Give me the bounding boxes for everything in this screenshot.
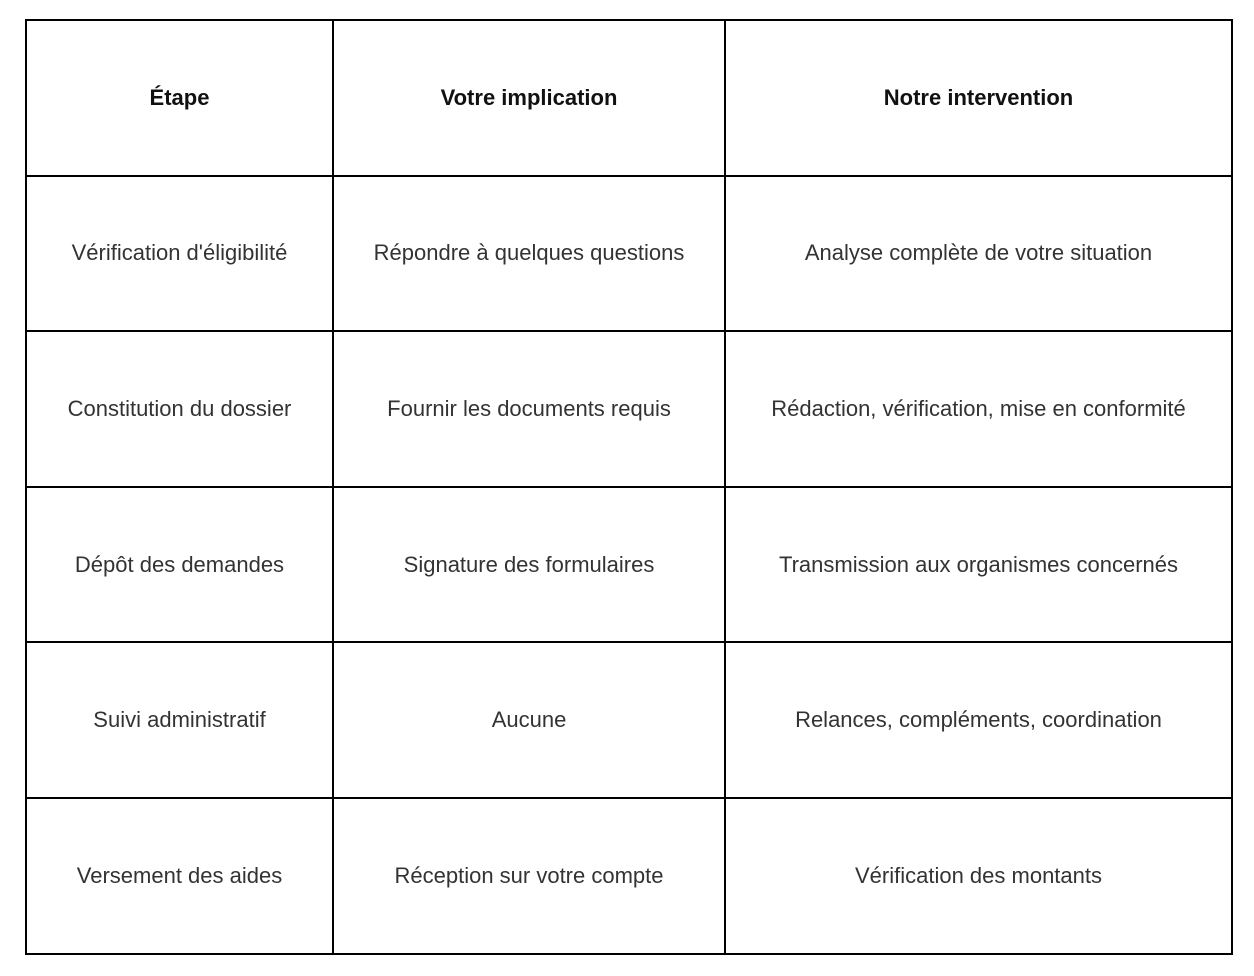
cell-etape: Dépôt des demandes (26, 487, 333, 643)
header-notre-intervention: Notre intervention (725, 20, 1232, 176)
cell-intervention: Transmission aux organismes concernés (725, 487, 1232, 643)
cell-etape: Constitution du dossier (26, 331, 333, 487)
cell-implication: Aucune (333, 642, 725, 798)
cell-implication: Réception sur votre compte (333, 798, 725, 954)
cell-etape: Versement des aides (26, 798, 333, 954)
cell-implication: Répondre à quelques questions (333, 176, 725, 332)
process-table (25, 19, 1233, 955)
table-row (26, 487, 1232, 643)
cell-intervention: Relances, compléments, coordination (725, 642, 1232, 798)
header-etape: Étape (26, 20, 333, 176)
table-row (26, 176, 1232, 332)
cell-implication: Fournir les documents requis (333, 331, 725, 487)
table-header-row (26, 20, 1232, 176)
table-row (26, 642, 1232, 798)
table-row (26, 331, 1232, 487)
cell-etape: Suivi administratif (26, 642, 333, 798)
cell-intervention: Vérification des montants (725, 798, 1232, 954)
cell-intervention: Rédaction, vérification, mise en conformité (725, 331, 1232, 487)
cell-implication: Signature des formulaires (333, 487, 725, 643)
cell-intervention: Analyse complète de votre situation (725, 176, 1232, 332)
cell-etape: Vérification d'éligibilité (26, 176, 333, 332)
header-votre-implication: Votre implication (333, 20, 725, 176)
table-row (26, 798, 1232, 954)
